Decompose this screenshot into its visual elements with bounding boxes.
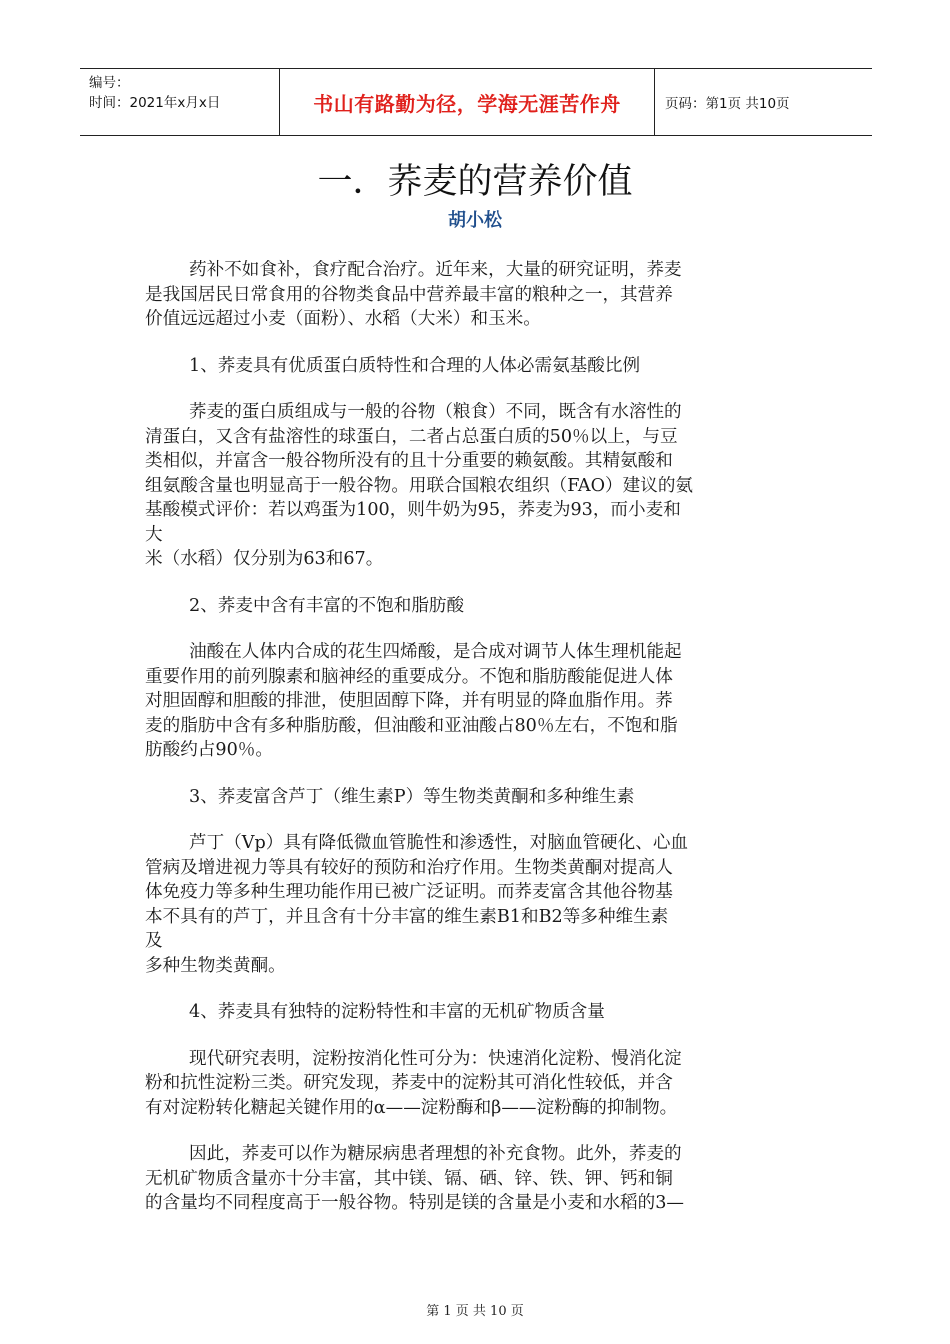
author-name: 胡小松: [448, 210, 502, 231]
paragraph-line: 因此，荞麦可以作为糖尿病患者理想的补充食物。此外，荞麦的: [189, 1144, 682, 1164]
paragraph: [145, 594, 813, 619]
paragraph: [145, 1047, 813, 1121]
paragraph: [145, 258, 813, 332]
document-header: [80, 68, 872, 136]
header-motto: 书山有路勤为径，学海无涯苦作舟: [280, 69, 655, 135]
paragraph-line: 芦丁（Vp）具有降低微血管脆性和渗透性，对脑血管硬化、心血: [189, 833, 689, 853]
paragraph-line: 是我国居民日常食用的谷物类食品中营养最丰富的粮种之一，其营养: [145, 284, 673, 305]
paragraph-line: 组氨酸含量也明显高于一般谷物。用联合国粮农组织（FAO）建议的氨: [145, 475, 694, 496]
paragraph-line: 及: [145, 931, 163, 951]
date-label: 时间：2021年x月x日: [89, 95, 221, 111]
paragraph-line: 基酸模式评价：若以鸡蛋为100，则牛奶为95，荞麦为93，而小麦和: [145, 500, 681, 520]
page-title: 一．荞麦的营养价值: [317, 162, 633, 202]
paragraph-line: 荞麦的蛋白质组成与一般的谷物（粮食）不同，既含有水溶性的: [189, 402, 682, 422]
paragraph-line: 价值远远超过小麦（面粉）、水稻（大米）和玉米。: [145, 309, 541, 329]
paragraph-line: 体免疫力等多种生理功能作用已被广泛证明。而荞麦富含其他谷物基: [145, 882, 673, 902]
paragraph-line: 的含量均不同程度高于一般谷物。特别是镁的含量是小麦和水稻的3—: [145, 1193, 685, 1213]
paragraph-line: 大: [145, 524, 163, 545]
paragraph-line: 重要作用的前列腺素和脑神经的重要成分。不饱和脂肪酸能促进人体: [145, 666, 673, 687]
document-body: [145, 258, 813, 1238]
paragraph-line: 肪酸约占90％。: [145, 740, 273, 760]
paragraph-line: 对胆固醇和胆酸的排泄，使胆固醇下降，并有明显的降血脂作用。荞: [145, 691, 673, 711]
paragraph-line: 管病及增进视力等具有较好的预防和治疗作用。生物类黄酮对提高人: [145, 857, 673, 878]
paragraph-line: 麦的脂肪中含有多种脂肪酸，但油酸和亚油酸占80％左右，不饱和脂: [145, 715, 678, 736]
header-page-info: 页码：第1页 共10页: [665, 96, 790, 112]
paragraph-line: 2、荞麦中含有丰富的不饱和脂肪酸: [189, 595, 465, 616]
paragraph-line: 有对淀粉转化糖起关键作用的α——淀粉酶和β——淀粉酶的抑制物。: [145, 1097, 678, 1118]
paragraph: [145, 640, 813, 763]
paragraph-line: 无机矿物质含量亦十分丰富，其中镁、镉、硒、锌、铁、钾、钙和铜: [145, 1168, 673, 1189]
paragraph: [145, 354, 813, 379]
number-label: 编号：: [89, 75, 130, 91]
paragraph-line: 现代研究表明，淀粉按消化性可分为：快速消化淀粉、慢消化淀: [189, 1048, 682, 1069]
paragraph-line: 粉和抗性淀粉三类。研究发现，荞麦中的淀粉其可消化性较低，并含: [145, 1073, 673, 1093]
paragraph: [145, 785, 813, 810]
paragraph-line: 本不具有的芦丁，并且含有十分丰富的维生素B1和B2等多种维生素: [145, 906, 669, 927]
paragraph-line: 3、荞麦富含芦丁（维生素P）等生物类黄酮和多种维生素: [189, 786, 635, 807]
paragraph: [145, 400, 813, 572]
paragraph-line: 米（水稻）仅分别为63和67。: [145, 549, 384, 569]
page-footer: 第 1 页 共 10 页: [426, 1304, 524, 1319]
paragraph: [145, 831, 813, 978]
paragraph-line: 清蛋白，又含有盐溶性的球蛋白，二者占总蛋白质的50％以上，与豆: [145, 426, 678, 447]
paragraph-line: 类相似，并富含一般谷物所没有的且十分重要的赖氨酸。其精氨酸和: [145, 451, 673, 471]
paragraph-line: 药补不如食补，食疗配合治疗。近年来，大量的研究证明，荞麦: [189, 260, 682, 280]
paragraph-line: 4、荞麦具有独特的淀粉特性和丰富的无机矿物质含量: [189, 1002, 605, 1022]
paragraph: [145, 1142, 813, 1216]
header-meta: [80, 69, 280, 135]
paragraph-line: 多种生物类黄酮。: [145, 955, 286, 976]
paragraph: [145, 1000, 813, 1025]
paragraph-line: 油酸在人体内合成的花生四烯酸，是合成对调节人体生理机能起: [189, 642, 682, 662]
paragraph-line: 1、荞麦具有优质蛋白质特性和合理的人体必需氨基酸比例: [189, 355, 641, 376]
